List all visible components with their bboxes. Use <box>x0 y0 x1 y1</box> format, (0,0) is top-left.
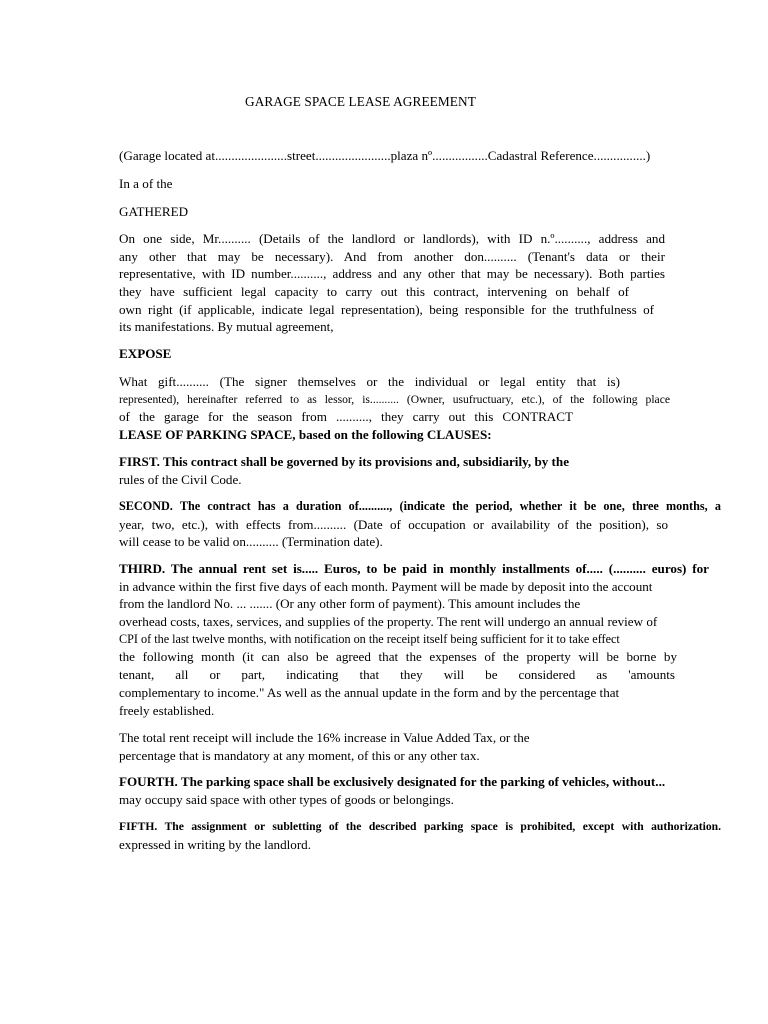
paragraph-line: its manifestations. By mutual agreement, <box>119 319 334 335</box>
paragraph-line: any other that may be necessary). And from another don.......... (Tenant's data or their <box>119 248 665 264</box>
clause-second-heading: SECOND. The contract has a duration of.........., (indicate the period, whether it be one, three months, a <box>119 499 721 513</box>
paragraph-line: year, two, etc.), with effects from.......... (Date of occupation or availability of the position), so <box>119 516 668 532</box>
paragraph-line: of the garage for the season from .........., they carry out this CONTRACT <box>119 409 573 425</box>
clause-third-heading: THIRD. The annual rent set is..... Euros, to be paid in monthly installments of..... (.......... euros) for <box>119 561 709 576</box>
place-text: In a of the <box>119 176 173 191</box>
lease-heading: LEASE OF PARKING SPACE, based on the following CLAUSES: <box>119 427 492 443</box>
clause-third <box>119 560 709 719</box>
paragraph-line: may occupy said space with other types of goods or belongings. <box>119 791 454 807</box>
paragraph-line: own right (if applicable, indicate legal representation), being responsible for the truthfulness of <box>119 301 654 317</box>
paragraph-line: On one side, Mr.......... (Details of the landlord or landlords), with ID n.º.........., address and <box>119 231 665 246</box>
paragraph-line: What gift.......... (The signer themselves or the individual or legal entity that is) <box>119 374 620 389</box>
paragraph-line: complementary to income." As well as the annual update in the form and by the percentage that <box>119 684 620 700</box>
paragraph-line: freely established. <box>119 702 215 718</box>
paragraph-line: rules of the Civil Code. <box>119 471 242 487</box>
clause-first <box>119 453 665 488</box>
paragraph-line: they have sufficient legal capacity to carry out this contract, intervening on behalf of <box>119 284 629 300</box>
expose-paragraph <box>119 373 670 444</box>
garage-location-line <box>119 147 665 165</box>
paragraph-line: the following month (it can also be agreed that the expenses of the property will be borne by <box>119 649 677 665</box>
paragraph-line: represented), hereinafter referred to as lessor, is.......... (Owner, usufructuary, etc.), of the following place <box>119 392 670 406</box>
clause-first-heading: FIRST. This contract shall be governed by its provisions and, subsidiarily, by the <box>119 454 570 469</box>
vat-paragraph <box>119 729 665 764</box>
clause-fifth-heading: FIFTH. The assignment or subletting of the described parking space is prohibited, except with authorization. <box>119 820 721 833</box>
gathered-heading-text: GATHERED <box>119 204 189 219</box>
place-line <box>119 175 665 193</box>
clause-fifth <box>119 818 721 853</box>
clause-second <box>119 498 721 551</box>
paragraph-line: in advance within the first five days of each month. Payment will be made by deposit into the account <box>119 578 653 594</box>
paragraph-line: The total rent receipt will include the 16% increase in Value Added Tax, or the <box>119 730 530 745</box>
garage-location-text: (Garage located at......................street.......................plaza nº.................Cadastral Reference................) <box>119 148 651 163</box>
gathered-paragraph <box>119 230 665 336</box>
paragraph-line: tenant, all or part, indicating that they will be considered as 'amounts <box>119 667 675 683</box>
paragraph-line: will cease to be valid on.......... (Termination date). <box>119 534 383 550</box>
paragraph-line: percentage that is mandatory at any moment, of this or any other tax. <box>119 747 480 763</box>
paragraph-line: from the landlord No. ... ....... (Or any other form of payment). This amount includes the <box>119 596 581 612</box>
expose-heading-text: EXPOSE <box>119 346 172 361</box>
paragraph-line: representative, with ID number.........., address and any other that may be necessary). Both parties <box>119 266 665 282</box>
expose-heading <box>119 345 665 363</box>
paragraph-line: expressed in writing by the landlord. <box>119 836 312 852</box>
clause-fourth-heading: FOURTH. The parking space shall be exclusively designated for the parking of vehicles, without... <box>119 774 666 789</box>
document-title: GARAGE SPACE LEASE AGREEMENT <box>245 94 476 109</box>
gathered-heading <box>119 203 665 221</box>
paragraph-line: CPI of the last twelve months, with notification on the receipt itself being sufficient for it to take effect <box>119 631 620 646</box>
clause-fourth <box>119 773 665 808</box>
paragraph-line: overhead costs, taxes, services, and supplies of the property. The rent will undergo an annual review of <box>119 614 658 630</box>
